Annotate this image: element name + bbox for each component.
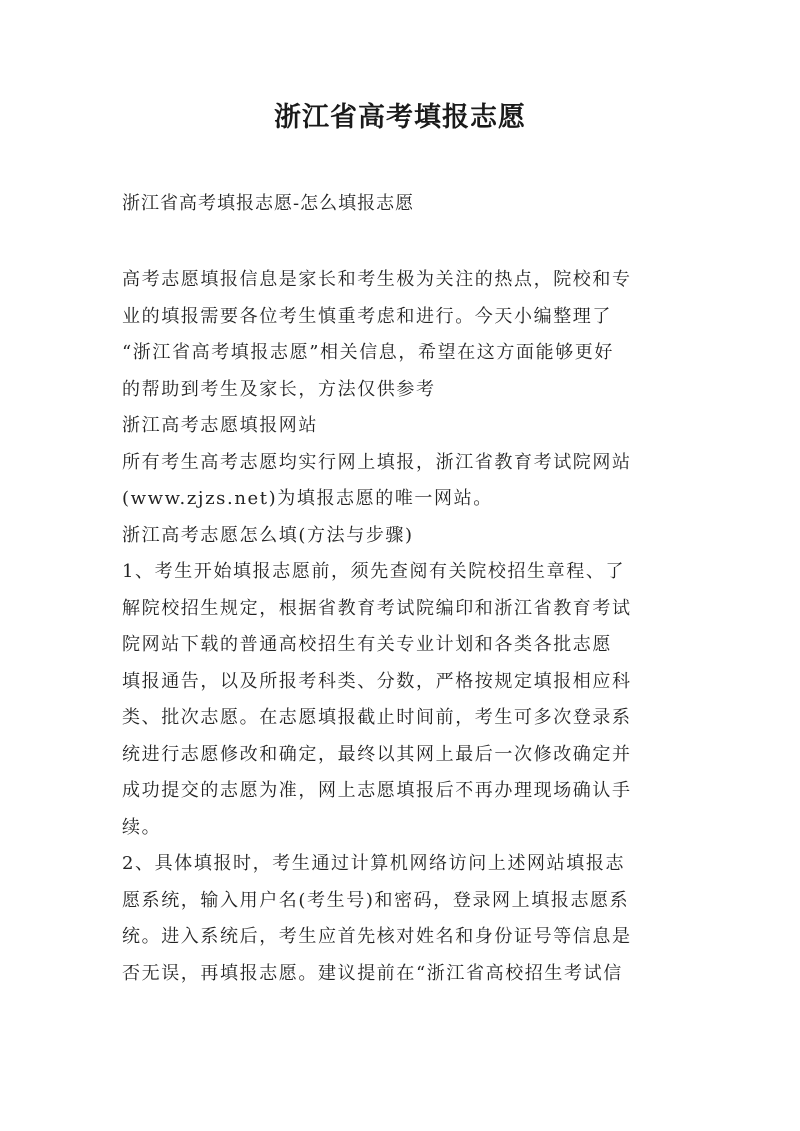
document-title: 浙江省高考填报志愿: [274, 102, 526, 133]
body-line: 高考志愿填报信息是家长和考生极为关注的热点，院校和专: [122, 269, 632, 290]
body-line: 所有考生高考志愿均实行网上填报，浙江省教育考试院网站: [122, 451, 632, 473]
body-line: 解院校招生规定，根据省教育考试院编印和浙江省教育考试: [122, 597, 632, 619]
section-heading-method: 浙江高考志愿怎么填(方法与步骤): [122, 524, 414, 546]
body-line: (www.zjzs.net)为填报志愿的唯一网站。: [122, 488, 493, 509]
body-line: 统。进入系统后，考生应首先核对姓名和身份证号等信息是: [122, 926, 632, 947]
body-line: 2、具体填报时，考生通过计算机网络访问上述网站填报志: [122, 853, 626, 874]
document-subtitle: 浙江省高考填报志愿-怎么填报志愿: [122, 193, 415, 214]
body-line: 的帮助到考生及家长，方法仅供参考: [122, 378, 436, 400]
document-body: [122, 262, 692, 992]
body-line: 类、批次志愿。在志愿填报截止时间前，考生可多次登录系: [122, 707, 632, 728]
body-line: 愿系统，输入用户名(考生号)和密码，登录网上填报志愿系: [122, 889, 630, 911]
body-line: 1、考生开始填报志愿前，须先查阅有关院校招生章程、了: [122, 561, 626, 582]
body-line: 续。: [122, 816, 162, 838]
body-line: 业的填报需要各位考生慎重考虑和进行。今天小编整理了: [122, 305, 612, 327]
body-line: 否无误，再填报志愿。建议提前在“浙江省高校招生考试信: [122, 962, 623, 984]
body-line: “浙江省高考填报志愿”相关信息，希望在这方面能够更好: [122, 342, 615, 363]
body-line: 填报通告，以及所报考科类、分数，严格按规定填报相应科: [122, 670, 632, 692]
body-line: 成功提交的志愿为准，网上志愿填报后不再办理现场确认手: [122, 780, 632, 801]
section-heading-website: 浙江高考志愿填报网站: [122, 415, 318, 436]
body-line: 统进行志愿修改和确定，最终以其网上最后一次修改确定并: [122, 743, 632, 765]
body-line: 院网站下载的普通高校招生有关专业计划和各类各批志愿: [122, 634, 612, 655]
